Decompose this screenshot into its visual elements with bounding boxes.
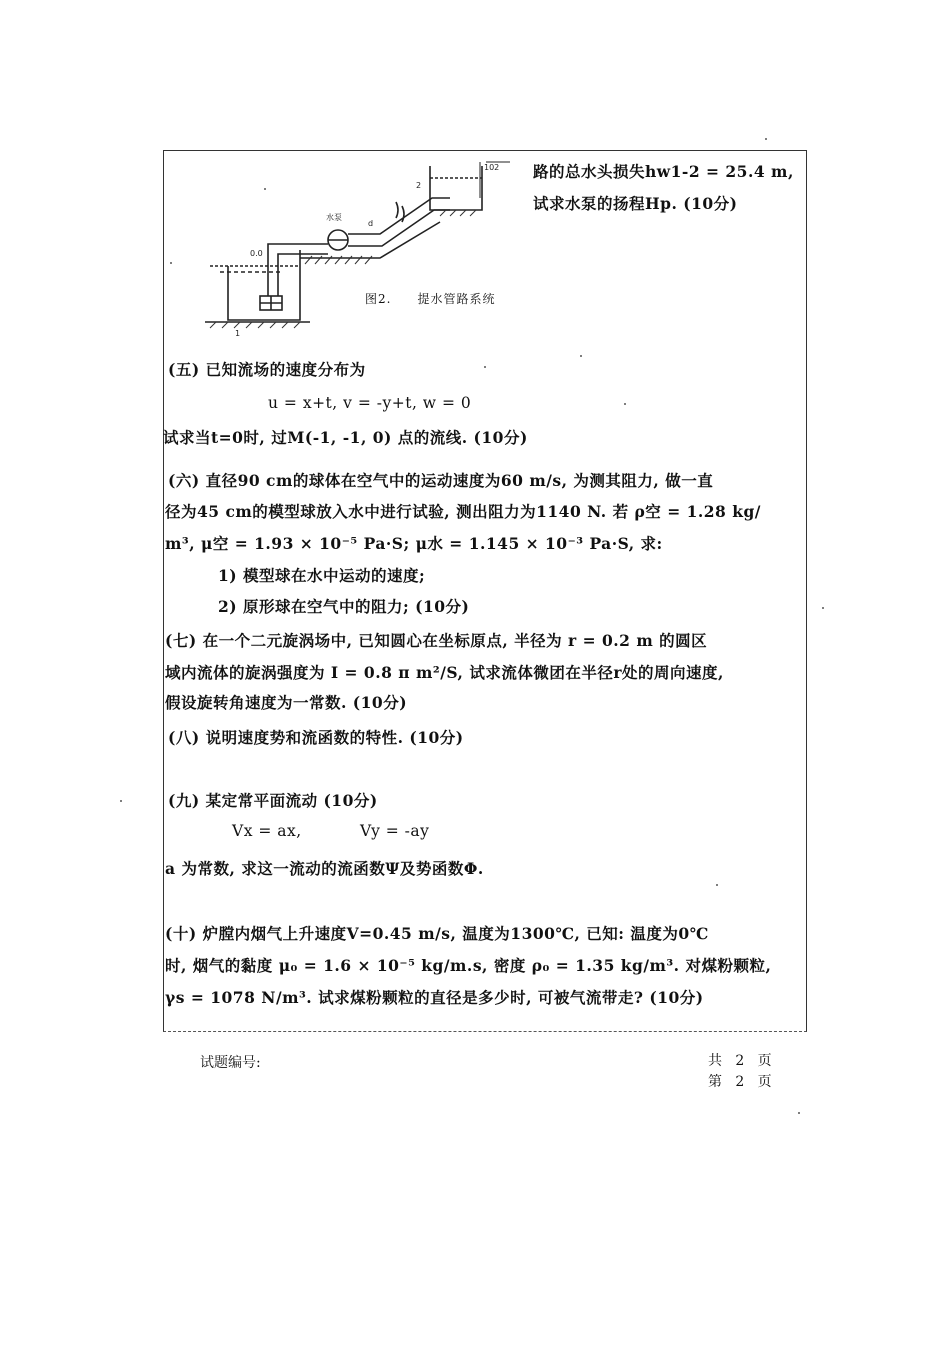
scan-speck bbox=[120, 800, 122, 802]
page-prefix: 第 bbox=[708, 1074, 722, 1090]
q7-line1: (七) 在一个二元旋涡场中, 已知圆心在坐标原点, 半径为 r = 0.2 m 的圆区 bbox=[165, 631, 708, 650]
label-pump: 水泵 bbox=[326, 213, 342, 222]
figure-label: 图2. bbox=[365, 292, 392, 306]
q6-line3: m³, μ空 = 1.93 × 10⁻⁵ Pa·S; μ水 = 1.145 × 10⁻³ Pa·S, 求: bbox=[165, 534, 663, 553]
label-section-top: 2 bbox=[416, 181, 422, 190]
pump-head-question: 试求水泵的扬程Hp. (10分) bbox=[533, 194, 738, 213]
q8-line1: (八) 说明速度势和流函数的特性. (10分) bbox=[168, 728, 464, 747]
label-left-level: 0.0 bbox=[250, 249, 263, 258]
q6-item1: 1) 模型球在水中运动的速度; bbox=[218, 566, 426, 585]
head-loss-line: 路的总水头损失hw1-2 = 25.4 m, bbox=[533, 162, 794, 181]
total-prefix: 共 bbox=[708, 1053, 722, 1069]
q10-line2: 时, 烟气的黏度 μ₀ = 1.6 × 10⁻⁵ kg/m.s, 密度 ρ₀ = 1.35 kg/m³. 对煤粉颗粒, bbox=[165, 956, 772, 975]
page-suffix: 页 bbox=[757, 1074, 772, 1090]
q10-line1: (十) 炉膛内烟气上升速度V=0.45 m/s, 温度为1300℃, 已知: 温度为0℃ bbox=[165, 924, 709, 943]
current-page bbox=[708, 1071, 772, 1091]
q9-eq2: Vy = -ay bbox=[360, 822, 430, 840]
q5-question: 试求当t=0时, 过M(-1, -1, 0) 点的流线. (10分) bbox=[163, 428, 528, 447]
scan-speck bbox=[716, 884, 718, 886]
scan-speck bbox=[822, 607, 824, 609]
scan-speck bbox=[170, 262, 172, 264]
exam-number: 试题编号: bbox=[200, 1055, 261, 1071]
scan-speck bbox=[484, 366, 486, 368]
label-top-level: 102 bbox=[484, 163, 500, 172]
q9-heading: (九) 某定常平面流动 (10分) bbox=[168, 791, 378, 810]
label-d: d bbox=[368, 219, 374, 228]
total-suffix: 页 bbox=[757, 1053, 772, 1069]
total-value: 2 bbox=[735, 1053, 745, 1069]
scan-speck bbox=[798, 1112, 800, 1114]
pump-piping-diagram bbox=[200, 158, 530, 348]
discharge-pipe bbox=[348, 198, 450, 234]
suction-pipe bbox=[268, 244, 328, 296]
total-pages bbox=[708, 1050, 772, 1070]
scan-speck bbox=[765, 138, 767, 140]
q7-line2: 域内流体的旋涡强度为 I = 0.8 π m²/S, 试求流体微团在半径r处的周向速度, bbox=[165, 663, 724, 682]
figure-caption-text: 提水管路系统 bbox=[417, 292, 496, 306]
scan-speck bbox=[264, 188, 266, 190]
q9-eq1: Vx = ax, bbox=[232, 822, 302, 840]
scan-speck bbox=[580, 355, 582, 357]
label-section-bottom: 1 bbox=[235, 329, 241, 338]
q7-line3: 假设旋转角速度为一常数. (10分) bbox=[165, 693, 408, 712]
q5-equation: u = x+t, v = -y+t, w = 0 bbox=[268, 394, 472, 412]
figure-caption bbox=[365, 290, 495, 307]
q9-question: a 为常数, 求这一流动的流函数Ψ及势函数Φ. bbox=[165, 859, 484, 878]
q10-line3: γs = 1078 N/m³. 试求煤粉颗粒的直径是多少时, 可被气流带走? (10分) bbox=[165, 988, 704, 1007]
q6-line1: (六) 直径90 cm的球体在空气中的运动速度为60 m/s, 为测其阻力, 做一直 bbox=[168, 471, 714, 490]
scan-speck bbox=[624, 403, 626, 405]
q6-line2: 径为45 cm的模型球放入水中进行试验, 测出阻力为1140 N. 若 ρ空 = 1.28 kg/ bbox=[165, 502, 761, 521]
q6-item2: 2) 原形球在空气中的阻力; (10分) bbox=[218, 597, 470, 616]
page-value: 2 bbox=[735, 1074, 745, 1090]
upper-tank bbox=[430, 166, 482, 210]
q5-heading: (五) 已知流场的速度分布为 bbox=[168, 360, 366, 379]
